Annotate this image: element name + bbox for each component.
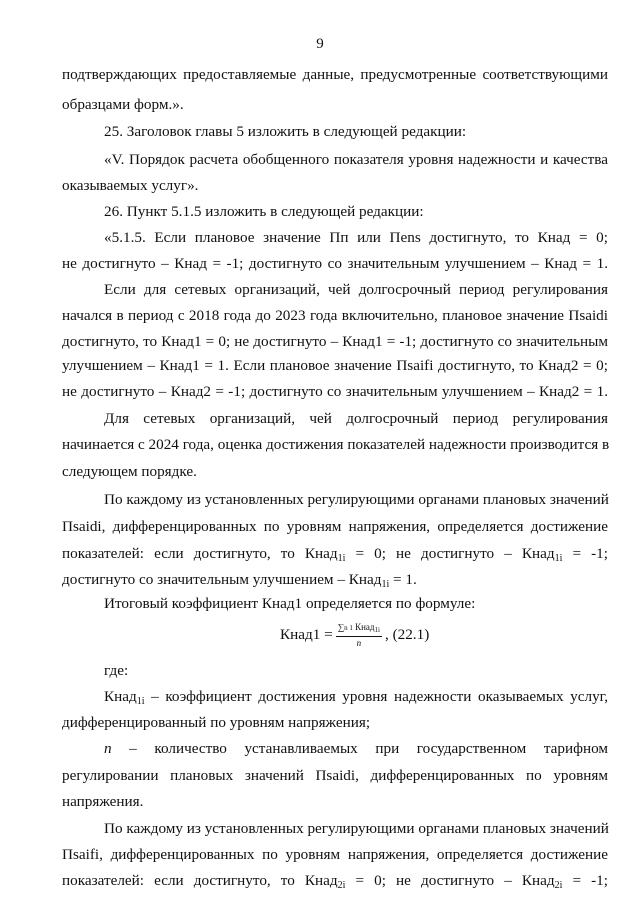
- text-line: напряжения.: [62, 793, 144, 810]
- text-line: 25. Заголовок главы 5 изложить в следующей редакции:: [104, 123, 467, 140]
- text-line: следующем порядке.: [62, 463, 197, 480]
- text-line: регулировании плановых значений Пsaidi, дифференцированных по уровням: [62, 767, 608, 784]
- text-line: улучшением – Кнад1 = 1. Если плановое значение Пsaifi достигнуто, то Кнад2 = 0;: [62, 357, 608, 374]
- text-line: По каждому из установленных регулирующими органами плановых значений: [104, 491, 609, 508]
- formula-denominator: n: [356, 638, 362, 648]
- text-line: оказываемых услуг».: [62, 177, 199, 194]
- text-line: «5.1.5. Если плановое значение Пп или Пens достигнуто, то Кнад = 0;: [104, 229, 608, 246]
- text-line: начинается с 2024 года, оценка достижения показателей надежности производится в: [62, 436, 610, 453]
- formula-number: , (22.1): [384, 626, 430, 643]
- text-line: По каждому из установленных регулирующими органами плановых значений: [104, 820, 609, 837]
- text-line: не достигнуто – Кнад = -1; достигнуто со значительным улучшением – Кнад = 1.: [62, 255, 608, 272]
- definition-line: n – количество устанавливаемых при государственном тарифном: [104, 740, 608, 757]
- text-line: начался в период с 2018 года до 2023 года включительно, плановое значение Пsaidi: [62, 307, 608, 324]
- text-line: 26. Пункт 5.1.5 изложить в следующей редакции:: [104, 203, 424, 220]
- text-line: образцами форм.».: [62, 96, 184, 113]
- formula-lhs: Кнад1 =: [280, 626, 333, 643]
- definition-line: Кнад$_{1i}$ – коэффициент достижения уровня надежности оказываемых услуг,: [104, 688, 608, 707]
- text-line: Пsaidi, дифференцированных по уровням напряжения, определяется достижение: [62, 518, 608, 535]
- condition-line: показателей: если достигнуто, то Кнад$_{1i}$ = 0; не достигнуто – Кнад$_{1i}$ = -1;: [62, 545, 608, 564]
- formula-22-1: [280, 620, 429, 650]
- text-line: не достигнуто – Кнад2 = -1; достигнуто со значительным улучшением – Кнад2 = 1.: [62, 383, 608, 400]
- condition-line: показателей: если достигнуто, то Кнад$_{2i}$ = 0; не достигнуто – Кнад$_{2i}$ = -1;: [62, 872, 608, 891]
- formula-fraction: [336, 621, 382, 649]
- heading-quote-line: «V. Порядок расчета обобщенного показателя уровня надежности и качества: [104, 151, 608, 168]
- text-line: где:: [104, 662, 129, 679]
- page-number: 9: [316, 36, 324, 52]
- condition-line: достигнуто со значительным улучшением – Кнад$_{1i}$ = 1.: [62, 571, 417, 590]
- text-line: достигнуто, то Кнад1 = 0; не достигнуто – Кнад1 = -1; достигнуто со значительным: [62, 333, 608, 350]
- text-line: подтверждающих предоставляемые данные, предусмотренные соответствующими: [62, 66, 608, 83]
- text-line: Для сетевых организаций, чей долгосрочный период регулирования: [104, 410, 608, 427]
- text-line: Итоговый коэффициент Кнад1 определяется по формуле:: [104, 595, 476, 612]
- formula-numerator: ∑n 1 Кнад$_{1i}$: [336, 621, 382, 637]
- text-line: дифференцированный по уровням напряжения;: [62, 714, 371, 731]
- text-line: Пsaifi, дифференцированных по уровням напряжения, определяется достижение: [62, 846, 608, 863]
- text-line: Если для сетевых организаций, чей долгосрочный период регулирования: [104, 281, 608, 298]
